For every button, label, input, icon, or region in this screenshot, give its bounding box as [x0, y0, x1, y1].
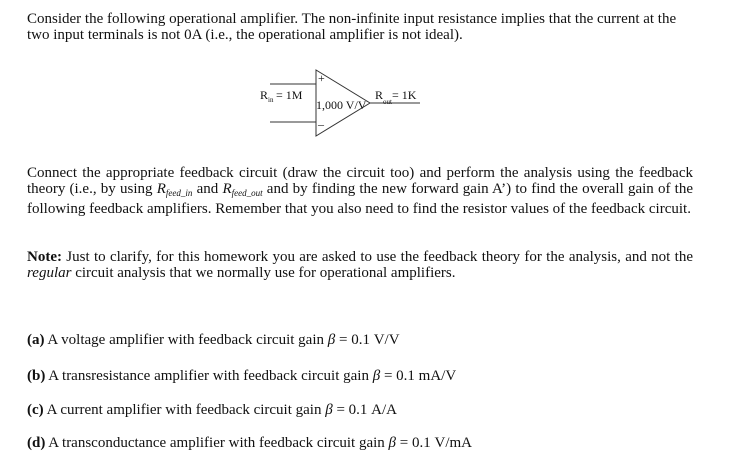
- question-c-beta: β: [325, 402, 333, 418]
- question-c-text: A current amplifier with feedback circuit gain: [43, 402, 326, 418]
- minus-sign: –: [318, 117, 324, 131]
- question-b-text: A transresistance amplifier with feedback circuit gain: [45, 368, 373, 384]
- question-a: [27, 332, 400, 348]
- intro-paragraph: Consider the following operational amplifier. The non-infinite input resistance implies that the current at the two input terminals is not 0A (i.e., the operational amplifier is not ideal).: [27, 11, 677, 43]
- rin-label: R: [260, 88, 269, 102]
- rout-label: R: [375, 88, 384, 102]
- note-emphasis: regular: [27, 265, 72, 281]
- question-a-label: (a): [27, 332, 45, 348]
- question-b: [27, 368, 456, 384]
- note-text-1: Just to clarify, for this homework you are asked to use the feedback theory for the analysis, and not the: [61, 249, 693, 265]
- question-b-label: (b): [27, 368, 46, 384]
- note-paragraph: [27, 249, 693, 281]
- instructions-and: and: [192, 181, 223, 197]
- question-a-beta: β: [327, 332, 336, 348]
- question-d: [27, 435, 472, 451]
- rin-subscript: in: [268, 96, 274, 104]
- op-amp-diagram: [250, 62, 450, 142]
- instructions-paragraph: [27, 165, 693, 217]
- question-d-beta: β: [388, 435, 397, 451]
- note-label: Note:: [27, 249, 62, 265]
- instructions-text-1: Connect the appropriate feedback circuit (draw the circuit too) and perform the analysis using the feedback theory (i.e., by using: [27, 165, 693, 197]
- rfeed-out-subscript: feed_out: [231, 188, 263, 198]
- question-c: [27, 402, 397, 418]
- gain-label: 1,000 V/V: [316, 98, 367, 112]
- question-d-value: = 0.1 V/mA: [396, 435, 472, 451]
- instructions-text-2: and by finding the new forward gain A’) to find the overall gain of the following feedback amplifiers. Remember that you also need to find the resistor values of the feedback circuit.: [27, 181, 693, 217]
- question-d-text: A transconductance amplifier with feedback circuit gain: [45, 435, 389, 451]
- rfeed-in-symbol: R: [156, 181, 166, 197]
- rout-subscript: out: [383, 98, 392, 106]
- rfeed-out-symbol: R: [222, 181, 232, 197]
- question-c-value: = 0.1 A/A: [332, 402, 397, 418]
- question-c-label: (c): [27, 402, 44, 418]
- rfeed-in-subscript: feed_in: [165, 188, 193, 198]
- plus-sign: +: [318, 71, 325, 85]
- question-d-label: (d): [27, 435, 46, 451]
- question-b-beta: β: [372, 368, 381, 384]
- rout-value: = 1K: [392, 88, 417, 102]
- question-b-value: = 0.1 mA/V: [380, 368, 457, 384]
- question-a-value: = 0.1 V/V: [335, 332, 400, 348]
- note-text-2: circuit analysis that we normally use for operational amplifiers.: [71, 265, 456, 281]
- rin-value: = 1M: [276, 88, 303, 102]
- question-a-text: A voltage amplifier with feedback circuit gain: [44, 332, 328, 348]
